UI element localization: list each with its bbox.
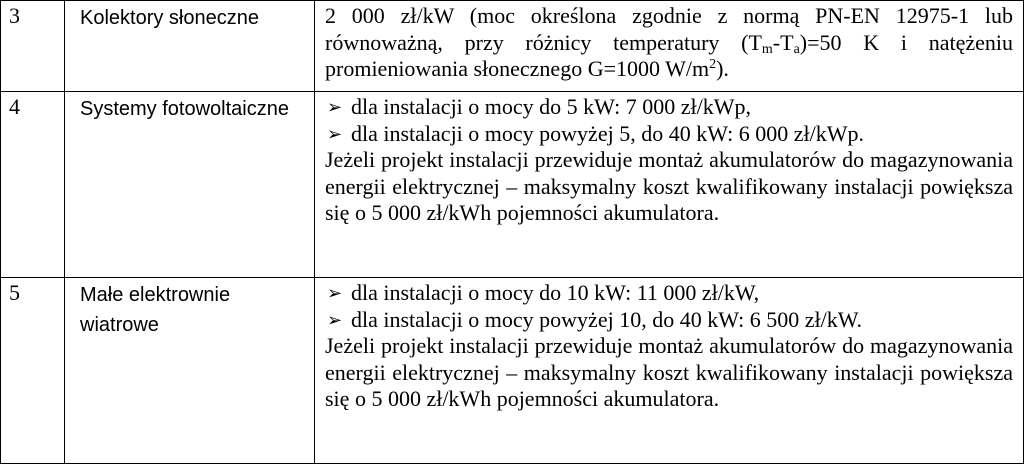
bullet-list [325, 280, 1013, 333]
arrow-bullet-icon: ➢ [327, 97, 343, 117]
list-item [325, 94, 1013, 121]
list-item-text: dla instalacji o mocy do 5 kW: 7 000 zł/kWp, [351, 94, 751, 119]
table-row [1, 92, 1024, 278]
arrow-bullet-icon: ➢ [327, 283, 343, 303]
row-number: 5 [1, 278, 65, 464]
subscript: a [793, 41, 800, 57]
bullet-list [325, 94, 1013, 147]
arrow-bullet-icon: ➢ [327, 123, 343, 144]
row-number: 3 [1, 1, 65, 92]
cost-description [315, 92, 1024, 278]
list-item [325, 121, 1013, 148]
list-item-text: dla instalacji o mocy do 10 kW: 11 000 zł/kW, [351, 280, 760, 305]
subscript: m [761, 41, 773, 57]
installation-type: Małe elektrownie wiatrowe [65, 278, 315, 464]
desc-part: ). [716, 56, 729, 81]
table-row [1, 278, 1024, 464]
cost-description [315, 1, 1024, 92]
list-item [325, 280, 1013, 307]
desc-part: )=50 K i natężeniu promieniowania słonecznego G=1000 W/m [325, 29, 1013, 81]
installation-type: Kolektory słoneczne [65, 1, 315, 92]
table-row [1, 1, 1024, 92]
description-text [325, 3, 1013, 83]
desc-part: -T [772, 29, 794, 55]
list-item-text: dla instalacji o mocy powyżej 5, do 40 kW: 6 000 zł/kWp. [351, 120, 865, 146]
cost-description [315, 278, 1024, 464]
row-number: 4 [1, 92, 65, 278]
battery-note: Jeżeli projekt instalacji przewiduje montaż akumulatorów do magazynowania energii elektrycznej – maksymalny koszt kwalifikowany instalacji powiększa się o 5 000 zł/kWh pojemności akumulatora. [325, 147, 1013, 225]
superscript: 2 [709, 57, 717, 72]
battery-note: Jeżeli projekt instalacji przewiduje montaż akumulatorów do magazynowania energii elektrycznej – maksymalny koszt kwalifikowany instalacji powiększa się o 5 000 zł/kWh pojemności akumulatora. [325, 333, 1013, 411]
list-item [325, 307, 1013, 334]
list-item-text: dla instalacji o mocy powyżej 10, do 40 kW: 6 500 zł/kW. [351, 306, 862, 332]
desc-part: 2 000 zł/kW (moc określona zgodnie z normą PN-EN 12975-1 lub równoważną, przy różnicy temperatury (T [325, 3, 1013, 55]
installation-type: Systemy fotowoltaiczne [65, 92, 315, 278]
arrow-bullet-icon: ➢ [327, 309, 343, 330]
